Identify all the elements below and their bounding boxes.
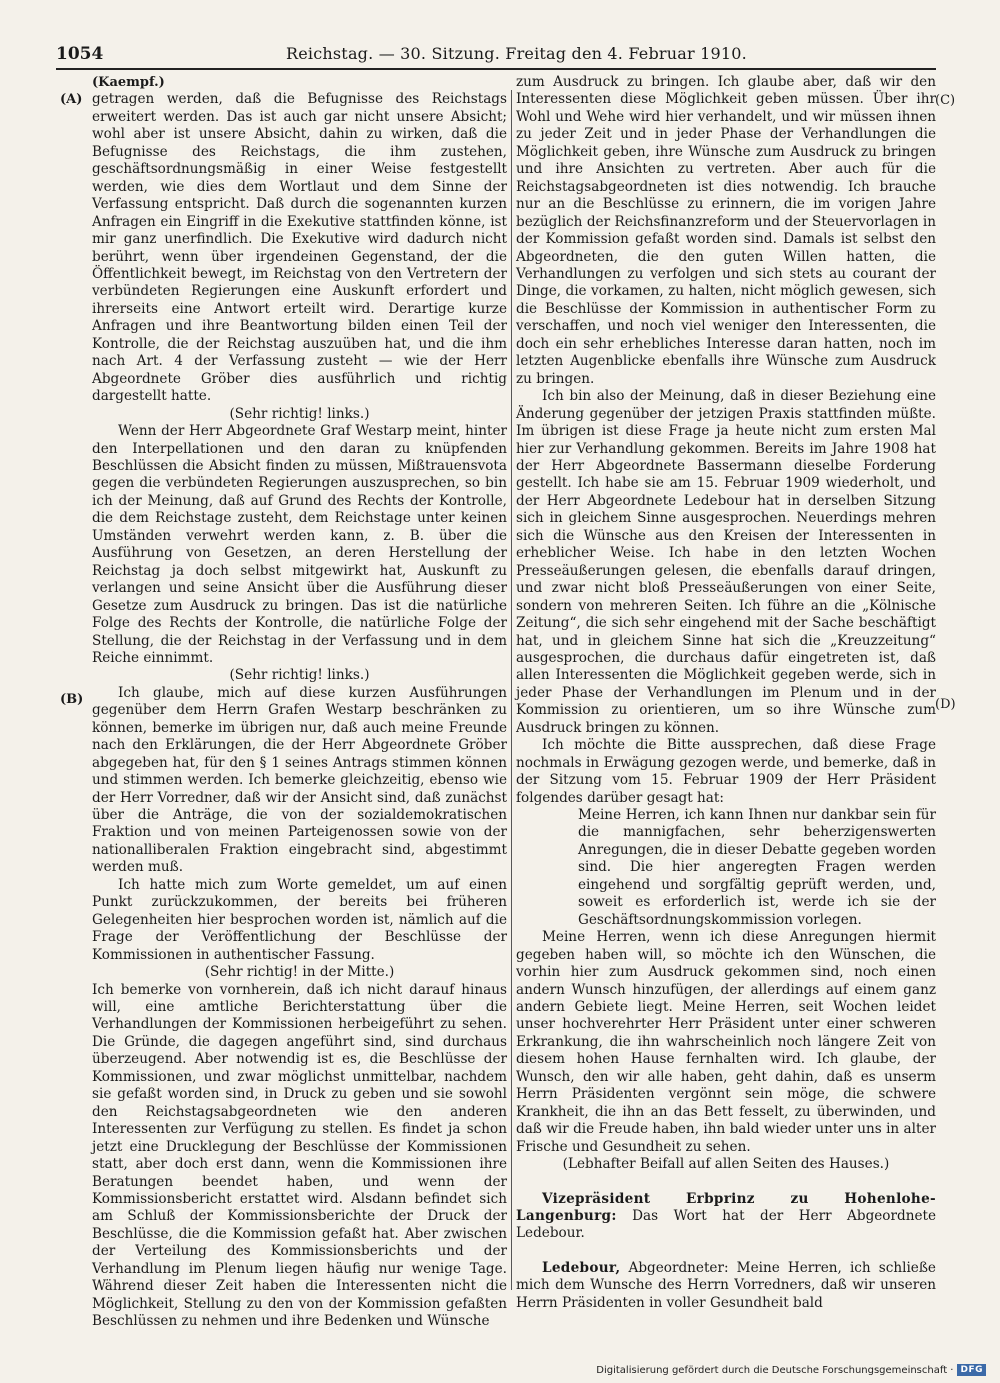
statement-text: Meine Herren, ich schließe mich dem Wunsche des Herrn Vorredners, daß wir unseren Herrn Präsidenten in voller Gesundheit bald: [516, 1259, 936, 1311]
interjection: (Sehr richtig! links.): [229, 667, 370, 684]
speaker-role: Abgeordneter:: [628, 1259, 729, 1276]
page-number: 1054: [56, 44, 104, 64]
margin-marker-d: (D): [935, 697, 956, 712]
vice-president-statement: [516, 1191, 936, 1243]
left-column: [92, 74, 507, 1330]
interjection: (Lebhafter Beifall auf allen Seiten des Hauses.): [562, 1156, 890, 1173]
margin-marker-a: (A): [60, 92, 83, 107]
paragraph: Ich glaube, mich auf diese kurzen Ausführungen gegenüber dem Herrn Grafen Westarp beschränken zu können, bemerke im übrigen nur, daß auch meine Freunde nach den Erklärungen, die der Herr Abgeordnete Gröber abgegeben hat, für den § 1 seines Antrags stimmen können und stimmen werden. Ich bemerke gleichzeitig, ebenso wie der Herr Vorredner, daß wir der Ansicht sind, daß zunächst über die Anträge, die von der sozialdemokratischen Fraktion und von meinen Parteigenossen sowie von der nationalliberalen Fraktion eingebracht sind, abgestimmt werden muß.: [92, 684, 507, 876]
interjection: (Sehr richtig! links.): [229, 405, 370, 422]
header-rule: [56, 68, 936, 70]
footer: [596, 1364, 986, 1376]
paragraph: Ich möchte die Bitte aussprechen, daß diese Frage nochmals in Erwägung gezogen werde, und bemerke, daß in der Sitzung vom 15. Februar 1909 der Herr Präsident folgendes darüber gesagt hat:: [516, 737, 936, 806]
dfg-logo: DFG: [957, 1364, 986, 1376]
paragraph: getragen werden, daß die Befugnisse des Reichstags erweitert werden. Das ist auch gar nicht unsere Absicht; wohl aber ist unsere Absicht, dahin zu wirken, daß die Befugnisse des Reichstags, die ihm zustehen, geschäftsordnungsmäßig in einer Weise festgestellt werden, wie dies dem Wortlaut und dem Sinne der Verfassung entspricht. Daß durch die sogenannten kurzen Anfragen ein Eingriff in die Exekutive stattfinden könne, ist mir ganz unerfindlich. Die Exekutive wird dadurch nicht berührt, wenn über irgendeinen Gegenstand, der die Öffentlichkeit bewegt, im Reichstag von den Vertretern der verbündeten Regierungen eine Auskunft erfordert und ihrerseits eine Antwort erteilt wird. Derartige kurze Anfragen und ihre Beantwortung bilden einen Teil der Kontrolle, die der Reichstag auszuüben hat, und die ihm nach Art. 4 der Verfassung zusteht — wie der Herr Abgeordnete Gröber dies ausführlich und richtig dargestellt hatte.: [92, 91, 507, 405]
speaker-name: Ledebour,: [542, 1259, 621, 1276]
margin-marker-b: (B): [60, 692, 84, 707]
interjection: (Sehr richtig! in der Mitte.): [204, 964, 395, 981]
paragraph: Ich bemerke von vornherein, daß ich nicht darauf hinaus will, eine amtliche Berichterstattung über die Verhandlungen der Kommissionen herbeigeführt zu sehen. Die Gründe, die dagegen angeführt sind, sind durchaus überzeugend. Aber notwendig ist es, die Beschlüsse der Kommissionen, und zwar möglichst unmittelbar, nachdem sie gefaßt worden sind, in Druck zu geben und sie sowohl den Reichstagsabgeordneten wie den anderen Interessenten zur Verfügung zu stellen. Es findet ja schon jetzt eine Drucklegung der Beschlüsse der Kommissionen statt, aber doch erst dann, wenn die Kommissionen ihre Beratungen beendet haben, und wenn der Kommissionsbericht erstattet wird. Alsdann befindet sich am Schluß der Kommissionsberichte der Druck der Beschlüsse, die die Kommission gefaßt hat. Aber zwischen der Verteilung des Kommissionsberichts und der Verhandlung im Plenum liegen häufig nur wenige Tage. Während dieser Zeit haben die Interessenten nicht die Möglichkeit, Stellung zu den von der Kommission gefaßten Beschlüssen zu nehmen und ihre Bedenken und Wünsche: [92, 981, 507, 1330]
margin-marker-c: (C): [935, 93, 956, 108]
spacer: [516, 1243, 936, 1260]
spacer: [516, 1174, 936, 1191]
speaker-name: Vizepräsident Erbprinz zu Hohenlohe-Langenburg:: [516, 1190, 936, 1224]
page-header: [56, 42, 936, 68]
paragraph: Meine Herren, wenn ich diese Anregungen hiermit gegeben haben will, so möchte ich den Wünschen, die vorhin hier zum Ausdruck gekommen sind, noch einen andern Wunsch hinzufügen, der allerdings auf einem ganz andern Gebiete liegt. Meine Herren, seit Wochen leidet unser hochverehrter Herr Präsident unter einer schweren Erkrankung, die ihn wahrscheinlich noch längere Zeit von diesem hohen Hause fernhalten wird. Ich glaube, der Wunsch, den wir alle haben, geht dahin, daß es unserm Herrn Präsidenten vergönnt sein möge, die schwere Krankheit, die ihn an das Bett fesselt, zu überwinden, und daß wir die Freude haben, ihn bald wieder unter uns in alter Frische und Gesundheit zu sehen.: [516, 929, 936, 1155]
paragraph: zum Ausdruck zu bringen. Ich glaube aber, daß wir den Interessenten diese Möglichkeit geben müssen. Über ihr Wohl und Wehe wird hier verhandelt, und wir müssen ihnen zu jeder Zeit und in jeder Phase der Verhandlungen die Möglichkeit geben, ihre Wünsche zum Ausdruck zu bringen und ihre Ansichten zu vertreten. Aber auch für die Reichstagsabgeordneten ist dies notwendig. Ich brauche nur an die Beschlüsse zu erinnern, die im vorigen Jahre bezüglich der Reichsfinanzreform und der Steuervorlagen in der Kommission gefaßt worden sind. Damals ist selbst den Abgeordneten, die den guten Willen hatten, die Verhandlungen zu verfolgen und sich stets au courant der Dinge, die vorkamen, zu halten, nicht möglich gewesen, sich die Beschlüsse der Kommission in authentischer Form zu verschaffen, und noch viel weniger den Interessenten, die doch ein sehr erhebliches Interesse daran hatten, noch im letzten Augenblicke ebenfalls ihre Wünsche zum Ausdruck zu bringen.: [516, 74, 936, 387]
block-quote: Meine Herren, ich kann Ihnen nur dankbar sein für die mannigfachen, sehr beherzigenswerten Anregungen, die in dieser Debatte gegeben worden sind. Die hier angeregten Fragen werden eingehend und sorgfältig geprüft werden, und, soweit es erforderlich ist, werde ich sie der Geschäftsordnungskommission vorlegen.: [578, 807, 936, 928]
paragraph: Ich bin also der Meinung, daß in dieser Beziehung eine Änderung gegenüber der jetzigen Praxis stattfinden müßte. Im übrigen ist diese Frage ja heute nicht zum ersten Mal hier zur Verhandlung gekommen. Bereits im Jahre 1908 hat der Herr Abgeordnete Bassermann dieselbe Forderung gestellt. Ich habe sie am 15. Februar 1909 wiederholt, und der Herr Abgeordnete Ledebour hat in derselben Sitzung sich in gleichem Sinne ausgesprochen. Neuerdings mehren sich die Wünsche aus den Kreisen der Interessenten in erheblicher Weise. Ich habe in den letzten Wochen Presseäußerungen gelesen, die ebenfalls darauf dringen, und zwar nicht bloß Presseäußerungen von einer Seite, sondern von mehreren Seiten. Ich führe an die „Kölnische Zeitung“, die sich sehr eingehend mit der Sache beschäftigt hat, und in gleichem Sinne hat sich die „Kreuzzeitung“ ausgesprochen, die durchaus dafür eingetreten ist, daß allen Interessenten die Möglichkeit gegeben werde, sich in jeder Phase der Verhandlungen im Plenum und in der Kommission zu orientieren, um so ihre Wünsche zum Ausdruck bringen zu können.: [516, 388, 936, 736]
running-title: Reichstag. — 30. Sitzung. Freitag den 4. Februar 1910.: [286, 44, 747, 63]
speaker-tag: (Kaempf.): [92, 75, 165, 90]
right-column: [516, 74, 937, 1311]
statement-text: Das Wort hat der Herr Abgeordnete Ledebour.: [516, 1208, 937, 1242]
paragraph: Wenn der Herr Abgeordnete Graf Westarp meint, hinter den Interpellationen und den daran zu knüpfenden Beschlüssen die Absicht finden zu müssen, Mißtrauensvota gegen die verbündeten Regierungen auszusprechen, so bin ich der Meinung, daß auf Grund des Rechts der Kontrolle, die dem Reichstage zusteht, dem Reichstage unter keinen Umständen verwehrt werden kann, z. B. über die Ausführung von Gesetzen, an deren Herstellung der Reichstag ja doch selbst mitgewirkt hat, Auskunft zu verlangen und seine Ansicht über die Ausführung dieser Gesetze zum Ausdruck zu bringen. Das ist die natürliche Folge des Rechts der Kontrolle, die natürliche Folge der Stellung, die der Reichstag in der Verfassung und in dem Reiche einnimmt.: [92, 423, 507, 666]
paragraph: Ich hatte mich zum Worte gemeldet, um auf einen Punkt zurückzukommen, der bereits bei früheren Gelegenheiten hier besprochen worden ist, nämlich auf die Frage der Veröffentlichung der Beschlüsse der Kommissionen in authentischer Fassung.: [92, 876, 507, 963]
footer-credit: Digitalisierung gefördert durch die Deutsche Forschungsgemeinschaft ·: [596, 1364, 954, 1376]
column-divider: [511, 90, 512, 1290]
ledebour-statement: [516, 1260, 936, 1312]
